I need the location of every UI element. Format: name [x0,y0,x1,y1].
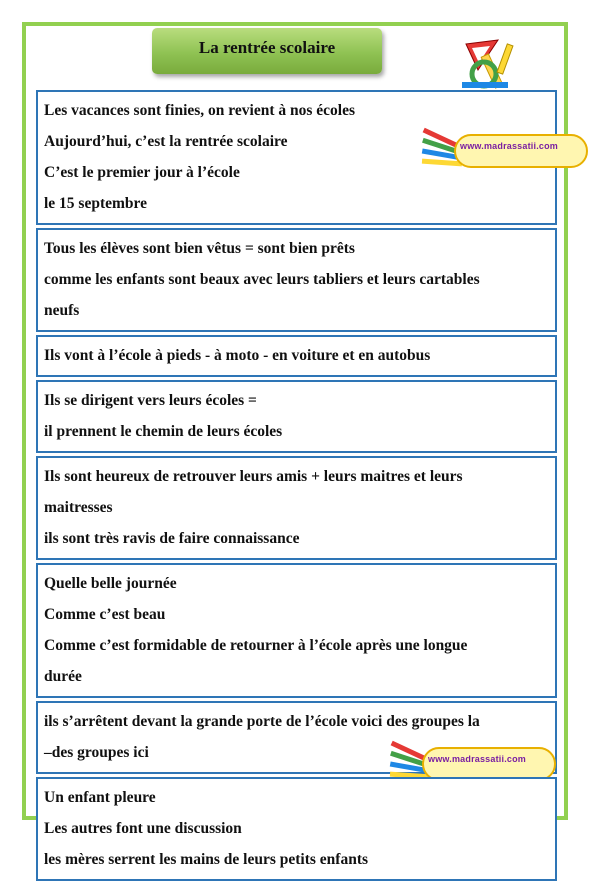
text-line: Les autres font une discussion [44,820,242,837]
text-block-8 [36,777,557,881]
text-line: Comme c’est beau [44,606,166,623]
text-line: Ils sont heureux de retrouver leurs amis + leurs maitres et leurs [44,468,463,485]
text-line: Ils vont à l’école à pieds - à moto - en voiture et en autobus [44,347,431,364]
watermark-cloud [454,134,588,168]
text-line: ils sont très ravis de faire connaissance [44,530,300,547]
text-line: maitresses [44,499,113,516]
page-title-text: La rentrée scolaire [198,38,336,57]
text-line: Ils se dirigent vers leurs écoles = [44,392,257,409]
text-line: neufs [44,302,80,319]
watermark-text: www.madrassatii.com [460,141,559,151]
text-content [36,90,557,884]
text-line: Tous les élèves sont bien vêtus = sont bien prêts [44,240,355,257]
page-title [152,28,382,74]
text-block-1 [36,90,557,225]
watermark-cloud [422,747,556,781]
text-line: comme les enfants sont beaux avec leurs tabliers et leurs cartables [44,271,480,288]
text-line: Comme c’est formidable de retourner à l’école après une longue [44,637,468,654]
text-line: Un enfant pleure [44,789,156,806]
text-block-6 [36,563,557,698]
text-block-3 [36,335,557,377]
text-line: le 15 septembre [44,195,148,212]
text-line: –des groupes ici [44,744,149,761]
text-block-4 [36,380,557,453]
text-line: ils s’arrêtent devant la grande porte de l’école voici des groupes la [44,713,480,730]
school-tools-icon [458,36,518,92]
text-line: durée [44,668,82,685]
text-block-5 [36,456,557,560]
watermark-logo [416,126,586,172]
text-line: Aujourd’hui, c’est la rentrée scolaire [44,133,288,150]
text-block-2 [36,228,557,332]
text-line: Quelle belle journée [44,575,177,592]
text-block-7 [36,701,557,774]
text-line: C’est le premier jour à l’école [44,164,240,181]
text-line: les mères serrent les mains de leurs petits enfants [44,851,369,868]
watermark-text: www.madrassatii.com [428,754,527,764]
text-line: Les vacances sont finies, on revient à nos écoles [44,102,355,119]
text-line: il prennent le chemin de leurs écoles [44,423,283,440]
